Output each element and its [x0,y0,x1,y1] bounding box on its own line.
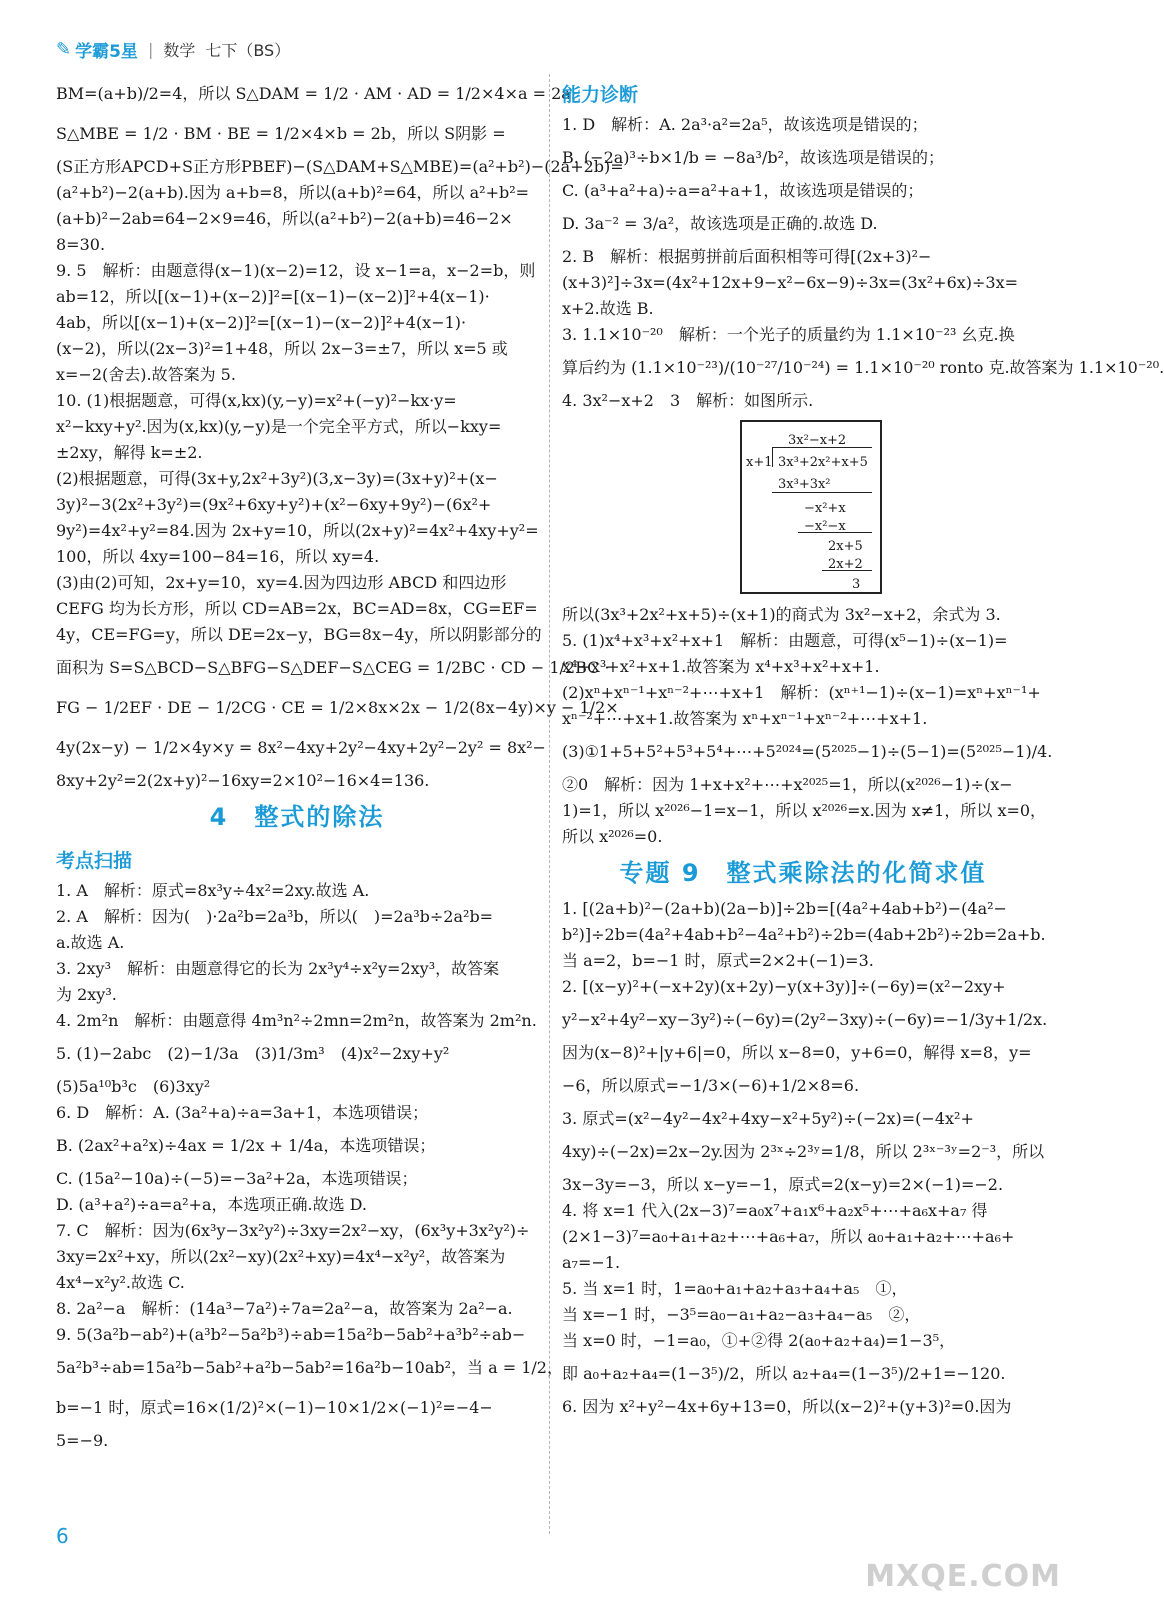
feather-icon: ✎ [56,38,72,60]
text-line: B. (−2a)³÷b×1/b = −8a³/b²，故该选项是错误的； [562,148,944,167]
text-line: (a+b)²−2ab=64−2×9=46，所以(a²+b²)−2(a+b)=46−2× [56,209,513,228]
text-line: 因为(x−8)²+|y+6|=0，所以 x−8=0，y+6=0，解得 x=8，y= [562,1043,1032,1062]
text-line: a.故选 A. [56,933,125,952]
text-line: C. (a³+a²+a)÷a=a²+a+1，故该选项是错误的； [562,181,924,200]
text-line: 算后约为 (1.1×10⁻²³)/(10⁻²⁷/10⁻²⁴) = 1.1×10⁻²⁰ ronto 克.故答案为 1.1×10⁻²⁰. [562,358,1164,377]
text-line: (2)根据题意，可得(3x+y,2x²+3y²)(3,x−3y)=(3x+y)²+(x− [56,469,498,488]
long-division-figure [740,420,882,594]
ld-row-1: 3x³+3x² [778,477,831,492]
text-line: (2×1−3)⁷=a₀+a₁+a₂+⋯+a₆+a₇，所以 a₀+a₁+a₂+⋯+a₆+ [562,1227,1015,1246]
ld-row-5: 2x+2 [828,557,863,572]
text-line: 9. 5(3a²b−ab²)+(a³b²−5a²b³)÷ab=15a²b−5ab²+a³b²÷ab− [56,1325,526,1344]
ld-row-2: −x²+x [804,501,846,516]
ld-dividend: 3x³+2x²+x+5 [778,455,868,470]
text-line: ±2xy，解得 k=±2. [56,443,203,462]
text-line: 4y(2x−y) − 1/2×4y×y = 8x²−4xy+2y²−4xy+2y²−2y² = 8x²− [56,738,546,757]
ld-bar [772,447,872,448]
text-line: x²−kxy+y².因为(x,kx)(y,−y)是一个完全平方式，所以−kxy= [56,417,502,436]
right-column-top [562,78,1164,414]
text-line: 4x⁴−x²y².故选 C. [56,1273,185,1292]
text-line: 9. 5 解析：由题意得(x−1)(x−2)=12，设 x−1=a，x−2=b，则 [56,261,536,280]
text-line: 8=30. [56,235,106,254]
text-line: 4xy)÷(−2x)=2x−2y.因为 2³ˣ÷2³ʸ=1/8，所以 2³ˣ⁻³ʸ=2⁻³，所以 [562,1142,1045,1161]
text-line: 5. (1)−2abc (2)−1/3a (3)1/3m³ (4)x²−2xy+y² [56,1044,450,1063]
chapter-title: 4 整式的除法 [209,803,385,831]
text-line: 3. 1.1×10⁻²⁰ 解析：一个光子的质量约为 1.1×10⁻²³ 幺克.换 [562,325,1015,344]
right-column [562,74,1164,1420]
text-line: 即 a₀+a₂+a₄=(1−3⁵)/2，所以 a₂+a₄=(1−3⁵)/2+1=−120. [562,1364,1006,1383]
text-line: −6，所以原式=−1/3×(−6)+1/2×8=6. [562,1076,860,1095]
text-line: FG − 1/2EF · DE − 1/2CG · CE = 1/2×8x×2x − 1/2(8x−4y)×y − 1/2× [56,698,619,717]
text-line: BM=(a+b)/2=4，所以 S△DAM = 1/2 · AM · AD = 1/2×4×a = 2a， [56,84,587,103]
column-divider [549,74,550,1534]
text-line: 3. 原式=(x²−4y²−4x²+4xy−x²+5y²)÷(−2x)=(−4x²+ [562,1109,974,1128]
ld-rule-3 [822,570,872,571]
text-line: 6. 因为 x²+y²−4x+6y+13=0，所以(x−2)²+(y+3)²=0.因为 [562,1397,1012,1416]
text-line: 4. 2m²n 解析：由题意得 4m³n²÷2mn=2m²n，故答案为 2m²n. [56,1011,537,1030]
text-line: ②0 解析：因为 1+x+x²+⋯+x²⁰²⁵=1，所以(x²⁰²⁶−1)÷(x− [562,775,1013,794]
ld-remainder: 3 [852,577,861,592]
ld-row-4: 2x+5 [828,539,863,554]
text-line: 3. 2xy³ 解析：由题意得它的长为 2x³y⁴÷x²y=2xy³，故答案 [56,959,500,978]
ld-rule-2 [798,532,872,533]
text-line: 1. [(2a+b)²−(2a+b)(2a−b)]÷2b=[(4a²+4ab+b²)−(4a²− [562,899,1007,918]
text-line: CEFG 均为长方形，所以 CD=AB=2x，BC=AD=8x，CG=EF= [56,599,538,618]
text-line: (S正方形APCD+S正方形PBEF)−(S△DAM+S△MBE)=(a²+b²)−(2a+2b)= [56,157,624,176]
header-subject: 数学 [163,40,196,60]
text-line: 5. (1)x⁴+x³+x²+x+1 解析：由题意，可得(x⁵−1)÷(x−1)= [562,631,1008,650]
text-line: 2. [(x−y)²+(−x+2y)(x+2y)−y(x+3y)]÷(−6y)=(x²−2xy+ [562,977,1006,996]
text-line: 5. 当 x=1 时，1=a₀+a₁+a₂+a₃+a₄+a₅ ①， [562,1279,908,1298]
chapter-title: 专题 9 整式乘除法的化简求值 [619,859,987,887]
text-line: D. 3a⁻² = 3/a²，故该选项是正确的.故选 D. [562,214,878,233]
text-line: 10. (1)根据题意，可得(x,kx)(y,−y)=x²+(−y)²−kx·y= [56,391,457,410]
text-line: x+2.故选 B. [562,299,654,318]
text-line: (3)由(2)可知，2x+y=10，xy=4.因为四边形 ABCD 和四边形 [56,573,507,592]
text-line: 8. 2a²−a 解析：(14a³−7a²)÷7a=2a²−a，故答案为 2a²−a. [56,1299,513,1318]
text-line: (2)xⁿ+xⁿ⁻¹+xⁿ⁻²+⋯+x+1 解析：(xⁿ⁺¹−1)÷(x−1)=xⁿ+xⁿ⁻¹+ [562,683,1041,702]
ld-rule-1 [772,492,872,493]
header-grade: 七下（BS） [205,40,291,60]
watermark: MXQE.COM [865,1559,1061,1594]
text-line: 1. A 解析：原式=8x³y÷4x²=2xy.故选 A. [56,881,370,900]
text-line: 当 x=−1 时，−3⁵=a₀−a₁+a₂−a₃+a₄−a₅ ②， [562,1305,921,1324]
text-line: 3x−3y=−3，所以 x−y=−1，原式=2(x−y)=2×(−1)=−2. [562,1175,1004,1194]
text-line: S△MBE = 1/2 · BM · BE = 1/2×4×b = 2b，所以 S阴影 = [56,124,506,143]
text-line: 100，所以 4xy=100−84=16，所以 xy=4. [56,547,380,566]
text-line: 8xy+2y²=2(2x+y)²−16xy=2×10²−16×4=136. [56,771,430,790]
text-line: 9y²)=4x²+y²=84.因为 2x+y=10，所以(2x+y)²=4x²+4xy+y²= [56,521,539,540]
text-line: 所以(3x³+2x²+x+5)÷(x+1)的商式为 3x²−x+2，余式为 3. [562,605,1001,624]
header-separator: | [147,39,154,59]
page-header [56,34,290,64]
text-line: 所以 x²⁰²⁶=0. [562,827,663,846]
text-line: (5)5a¹⁰b³c (6)3xy² [56,1077,211,1096]
text-line: 当 a=2，b=−1 时，原式=2×2+(−1)=3. [562,951,874,970]
text-line: C. (15a²−10a)÷(−5)=−3a²+2a，本选项错误； [56,1169,418,1188]
text-line: (a²+b²)−2(a+b).因为 a+b=8，所以(a+b)²=64，所以 a²+b²= [56,183,530,202]
text-line: 5=−9. [56,1431,109,1450]
text-line: xⁿ⁻²+⋯+x+1.故答案为 xⁿ+xⁿ⁻¹+xⁿ⁻²+⋯+x+1. [562,709,928,728]
text-line: 7. C 解析：因为(6x³y−3x²y²)÷3xy=2x²−xy，(6x³y+3x²y²)÷ [56,1221,530,1240]
section-heading: 考点扫描 [56,850,133,872]
text-line: 4. 3x²−x+2 3 解析：如图所示. [562,391,814,410]
text-line: 4ab，所以[(x−1)+(x−2)]²=[(x−1)−(x−2)]²+4(x−1)· [56,313,467,332]
section-heading: 能力诊断 [562,84,639,106]
text-line: 4. 将 x=1 代入(2x−3)⁷=a₀x⁷+a₁x⁶+a₂x⁵+⋯+a₆x+a₇ 得 [562,1201,988,1220]
ld-bracket [772,447,773,467]
text-line: 为 2xy³. [56,985,117,1004]
ld-quotient: 3x²−x+2 [788,433,847,448]
text-line: b=−1 时，原式=16×(1/2)²×(−1)−10×1/2×(−1)²=−4− [56,1398,493,1417]
text-line: 5a²b³÷ab=15a²b−5ab²+a²b−5ab²=16a²b−10ab²，当 a = 1/2， [56,1358,563,1377]
text-line: b²)]÷2b=(4a²+4ab+b²−4a²+b²)÷2b=(4ab+2b²)÷2b=2a+b. [562,925,1046,944]
text-line: B. (2ax²+a²x)÷4ax = 1/2x + 1/4a，本选项错误； [56,1136,436,1155]
ld-row-3: −x²−x [804,519,846,534]
text-line: ab=12，所以[(x−1)+(x−2)]²=[(x−1)−(x−2)]²+4(x−1)· [56,287,490,306]
text-line: D. (a³+a²)÷a=a²+a，本选项正确.故选 D. [56,1195,367,1214]
text-line: y²−x²+4y²−xy−3y²)÷(−6y)=(2y²−3xy)÷(−6y)=−1/3y+1/2x. [562,1010,1048,1029]
text-line: 4y，CE=FG=y，所以 DE=2x−y，BG=8x−4y，所以阴影部分的 [56,625,542,644]
text-line: 3y)²−3(2x²+3y²)=(9x²+6xy+y²)+(x²−6xy+9y²)−(6x²+ [56,495,492,514]
right-column-bottom [562,602,1053,1420]
text-line: 当 x=0 时，−1=a₀，①+②得 2(a₀+a₂+a₄)=1−3⁵， [562,1331,956,1350]
text-line: 6. D 解析：A. (3a²+a)÷a=3a+1，本选项错误； [56,1103,429,1122]
text-line: x=−2(舍去).故答案为 5. [56,365,236,384]
text-line: (x−2)，所以(2x−3)²=1+48，所以 2x−3=±7，所以 x=5 或 [56,339,508,358]
text-line: x⁴+x³+x²+x+1.故答案为 x⁴+x³+x²+x+1. [562,657,880,676]
text-line: 2. A 解析：因为( )·2a²b=2a³b，所以( )=2a³b÷2a²b= [56,907,494,926]
text-line: 2. B 解析：根据剪拼前后面积相等可得[(2x+3)²− [562,247,932,266]
page-number: 6 [56,1524,69,1548]
text-line: 1)=1，所以 x²⁰²⁶−1=x−1，所以 x²⁰²⁶=x.因为 x≠1，所以 x=0， [562,801,1047,820]
text-line: (3)①1+5+5²+5³+5⁴+⋯+5²⁰²⁴=(5²⁰²⁵−1)÷(5−1)=(5²⁰²⁵−1)/4. [562,742,1053,761]
ld-divisor: x+1 [746,455,773,470]
brand-name: 学霸5星 [75,41,138,62]
text-line: a₇=−1. [562,1253,621,1272]
text-line: 面积为 S=S△BCD−S△BFG−S△DEF−S△CEG = 1/2BC · CD − 1/2BC · [56,658,610,677]
text-line: 3xy=2x²+xy，所以(2x²−xy)(2x²+xy)=4x⁴−x²y²，故答案为 [56,1247,506,1266]
brand-logo [56,37,138,62]
text-line: 1. D 解析：A. 2a³·a²=2a⁵，故该选项是错误的； [562,115,928,134]
text-line: (x+3)²]÷3x=(4x²+12x+9−x²−6x−9)÷3x=(3x²+6x)÷3x= [562,273,1019,292]
